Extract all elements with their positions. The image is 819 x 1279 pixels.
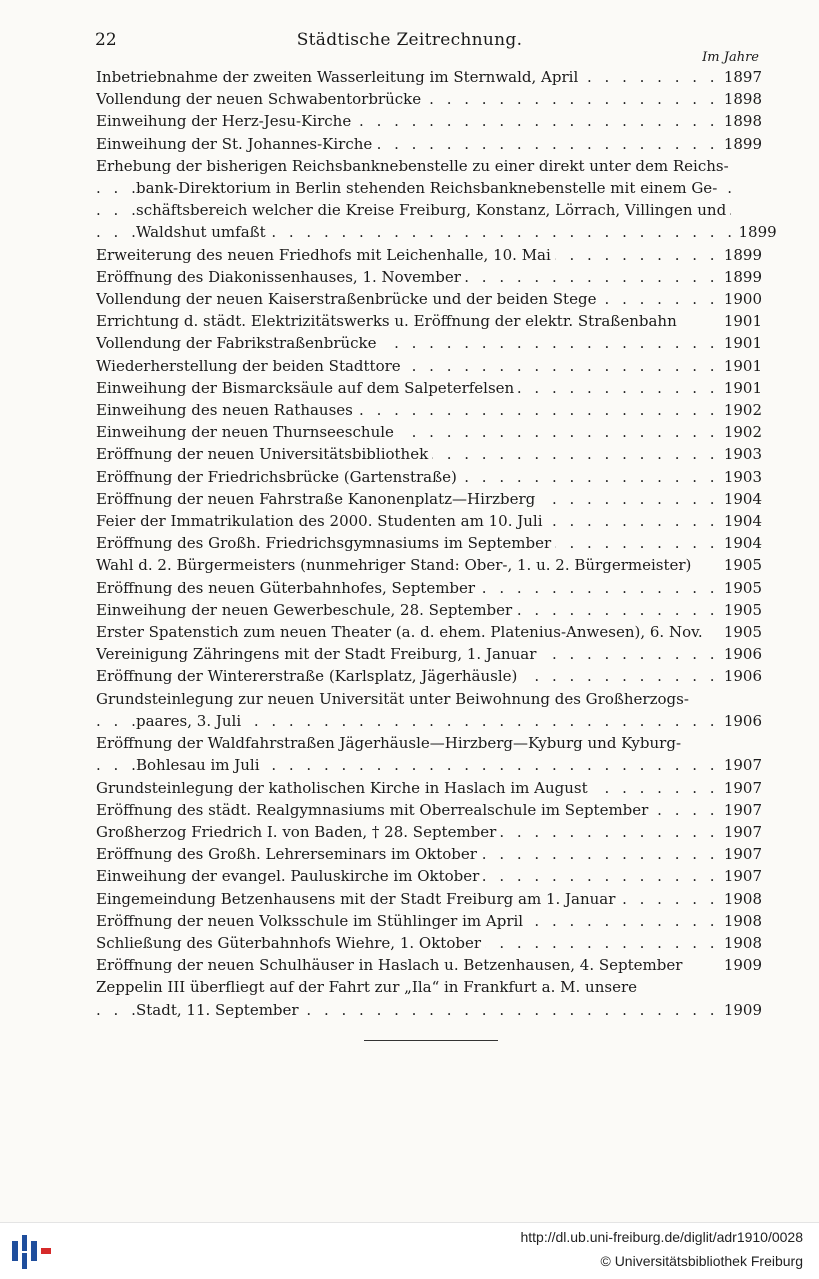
entry-description [96,510,718,532]
entry-year: 1905 [723,623,762,642]
entry-line: Waldshut umfaßt [136,223,270,241]
entry-line: Eingemeindung Betzenhausens mit der Stadt Freiburg am 1. Januar [96,890,619,908]
chronology-entry [96,621,762,643]
entry-year: 1907 [723,867,762,886]
viewer-footer [0,1222,819,1279]
chronology-entry [96,554,762,576]
chronology-entry [96,510,762,532]
entry-description [96,621,718,643]
chronology-entry [96,532,762,554]
closing-rule [364,1040,498,1041]
entry-year: 1900 [723,290,762,309]
entry-year: 1897 [723,68,762,86]
entry-line: Einweihung der Herz-Jesu-Kirche [96,112,355,130]
entry-year: 1904 [723,512,762,531]
entry-line: Stadt, 11. September [136,1001,303,1019]
entry-description [96,532,718,554]
entry-year: 1907 [723,756,762,775]
chronology-entry [96,399,762,421]
entry-year: 1898 [723,90,762,109]
chronology-entry [96,466,762,488]
entry-line: Feier der Immatrikulation des 2000. Studenten am 10. Juli [96,512,547,530]
chronology-entry [96,488,762,510]
entry-description [96,288,718,310]
entry-description [96,932,718,954]
entry-description [96,399,718,421]
entry-line: Einweihung der St. Johannes-Kirche [96,135,376,153]
chronology-entry [96,976,762,1020]
chronology-entry [96,688,762,732]
entry-year: 1905 [723,600,762,619]
chronology-entry [96,155,777,244]
chronology-entry [96,355,762,377]
entry-line: Grundsteinlegung der katholischen Kirche in Haslach im August [96,779,592,797]
chronology-entry [96,643,762,665]
entry-year: 1899 [723,267,762,286]
entry-line: Eröffnung der neuen Schulhäuser in Haslach u. Betzenhausen, 4. September [96,956,686,974]
entry-description [96,377,718,399]
entry-description [96,777,718,799]
entry-year: 1901 [723,356,762,375]
entry-line: Einweihung der Bismarcksäule auf dem Salpeterfelsen [96,379,518,397]
entry-description [96,665,718,687]
entry-line: Eröffnung der neuen Volksschule im Stühlinger im April [96,912,527,930]
chronology-entry [96,133,762,155]
entry-line: Eröffnung der neuen Fahrstraße Kanonenplatz—Hirzberg [96,490,539,508]
entry-line: Vereinigung Zähringens mit der Stadt Freiburg, 1. Januar [96,645,540,663]
entry-year: 1905 [723,578,762,597]
entry-line: Wahl d. 2. Bürgermeisters (nunmehriger Stand: Ober-, 1. u. 2. Bürgermeister) [96,556,695,574]
chronology-entry [96,244,762,266]
entry-year: 1905 [723,556,762,575]
entry-description [96,732,718,776]
entry-description [96,599,718,621]
entry-description [96,821,718,843]
entry-year: 1908 [723,911,762,930]
entry-line: Erhebung der bisherigen Reichsbanknebenstelle zu einer direkt unter dem Reichs- [96,157,733,175]
entry-year: 1899 [738,223,777,242]
entry-description [96,888,718,910]
entry-line: Eröffnung des neuen Güterbahnhofes, September [96,579,479,597]
chronology-entry [96,266,762,288]
entry-description [96,799,718,821]
entry-description [96,488,718,510]
entry-year: 1904 [723,534,762,553]
entry-year: 1898 [723,112,762,131]
entry-line: Erster Spatenstich zum neuen Theater (a. d. ehem. Platenius-Anwesen), 6. Nov. [96,623,707,641]
entry-line: Errichtung d. städt. Elektrizitätswerks u. Eröffnung der elektr. Straßenbahn [96,312,681,330]
entry-line: Vollendung der neuen Schwabentorbrücke [96,90,425,108]
entry-line: Wiederherstellung der beiden Stadttore [96,357,405,375]
entry-line: paares, 3. Juli [136,712,245,730]
entry-description [96,133,718,155]
entry-description [96,244,718,266]
entry-year: 1901 [723,334,762,353]
chronology-entry [96,665,762,687]
entry-description [96,843,718,865]
entry-year: 1906 [723,711,762,730]
page-header [0,30,819,56]
entry-year: 1907 [723,822,762,841]
entry-line: Großherzog Friedrich I. von Baden, † 28. September [96,823,500,841]
entry-description [96,88,718,110]
chronology-entry [96,910,762,932]
entry-year: 1908 [723,933,762,952]
entry-year: 1901 [723,378,762,397]
chronology-entry [96,110,762,132]
entry-description [96,310,718,332]
entry-description [96,976,718,1020]
entry-year: 1903 [723,467,762,486]
entry-year: 1907 [723,778,762,797]
entry-line: Bohlesau im Juli [136,756,264,774]
chronology-list [96,66,777,1021]
entry-line: Inbetriebnahme der zweiten Wasserleitung im Sternwald, April [96,68,582,86]
entry-line: Vollendung der Fabrikstraßenbrücke [96,334,381,352]
entry-line: Eröffnung der neuen Universitätsbibliothek [96,445,432,463]
entry-description [96,443,718,465]
column-heading: Im Jahre [702,50,759,65]
entry-line: Eröffnung des Großh. Lehrerseminars im Oktober [96,845,481,863]
chronology-entry [96,421,762,443]
running-title: Städtische Zeitrechnung. [296,30,523,50]
entry-line: Eröffnung der Waldfahrstraßen Jägerhäusle—Hirzberg—Kyburg und Kyburg- [96,734,685,752]
entry-line: Einweihung der neuen Thurnseeschule [96,423,398,441]
entry-year: 1906 [723,667,762,686]
entry-line: Zeppelin III überfliegt auf der Fahrt zur „Ila“ in Frankfurt a. M. unsere [96,978,641,996]
copyright-notice: © Universitätsbibliothek Freiburg [600,1253,803,1269]
chronology-entry [96,777,762,799]
page-number: 22 [95,30,117,50]
entry-year: 1903 [723,445,762,464]
entry-description [96,355,718,377]
chronology-entry [96,443,762,465]
chronology-entry [96,599,762,621]
entry-description [96,643,718,665]
entry-description [96,155,733,244]
chronology-entry [96,932,762,954]
entry-line: Eröffnung des Diakonissenhauses, 1. November [96,268,465,286]
ub-freiburg-logo-icon[interactable] [10,1231,54,1271]
entry-description [96,66,718,88]
entry-description [96,910,718,932]
permalink-url[interactable]: http://dl.ub.uni-freiburg.de/diglit/adr1910/0028 [520,1229,803,1245]
chronology-entry [96,865,762,887]
chronology-entry [96,66,762,88]
entry-description [96,865,718,887]
entry-line: Eröffnung der Wintererstraße (Karlsplatz, Jägerhäusle) [96,667,521,685]
entry-year: 1909 [723,1000,762,1019]
entry-line: schäftsbereich welcher die Kreise Freiburg, Konstanz, Lörrach, Villingen und [136,201,730,219]
entry-line: Einweihung der neuen Gewerbeschule, 28. September [96,601,516,619]
entry-year: 1909 [723,956,762,975]
entry-year: 1901 [723,312,762,331]
entry-line: Erweiterung des neuen Friedhofs mit Leichenhalle, 10. Mai [96,246,555,264]
entry-line: bank-Direktorium in Berlin stehenden Reichsbanknebenstelle mit einem Ge- [136,179,721,197]
chronology-entry [96,377,762,399]
entry-description [96,466,718,488]
chronology-entry [96,88,762,110]
entry-year: 1906 [723,645,762,664]
entry-year: 1902 [723,401,762,420]
entry-line: Schließung des Güterbahnhofs Wiehre, 1. Oktober [96,934,485,952]
chronology-entry [96,888,762,910]
chronology-entry [96,332,762,354]
entry-line: Einweihung des neuen Rathauses [96,401,357,419]
chronology-entry [96,310,762,332]
entry-line: Vollendung der neuen Kaiserstraßenbrücke und der beiden Stege [96,290,600,308]
entry-year: 1907 [723,845,762,864]
chronology-entry [96,843,762,865]
entry-year: 1899 [723,245,762,264]
entry-description [96,421,718,443]
entry-year: 1899 [723,134,762,153]
entry-line: Eröffnung der Friedrichsbrücke (Gartenstraße) [96,468,461,486]
entry-line: Eröffnung des Großh. Friedrichsgymnasiums im September [96,534,555,552]
entry-description [96,554,718,576]
entry-line: Eröffnung des städt. Realgymnasiums mit Oberrealschule im September [96,801,652,819]
entry-description [96,954,718,976]
entry-year: 1908 [723,889,762,908]
entry-description [96,266,718,288]
chronology-entry [96,732,762,776]
chronology-entry [96,577,762,599]
entry-description [96,688,718,732]
entry-description [96,577,718,599]
entry-year: 1904 [723,489,762,508]
chronology-entry [96,799,762,821]
entry-line: Einweihung der evangel. Pauluskirche im Oktober [96,867,483,885]
chronology-entry [96,288,762,310]
chronology-entry [96,954,762,976]
entry-year: 1907 [723,800,762,819]
entry-description [96,332,718,354]
entry-description [96,110,718,132]
entry-year: 1902 [723,423,762,442]
chronology-entry [96,821,762,843]
entry-line: Grundsteinlegung zur neuen Universität unter Beiwohnung des Großherzogs- [96,690,693,708]
